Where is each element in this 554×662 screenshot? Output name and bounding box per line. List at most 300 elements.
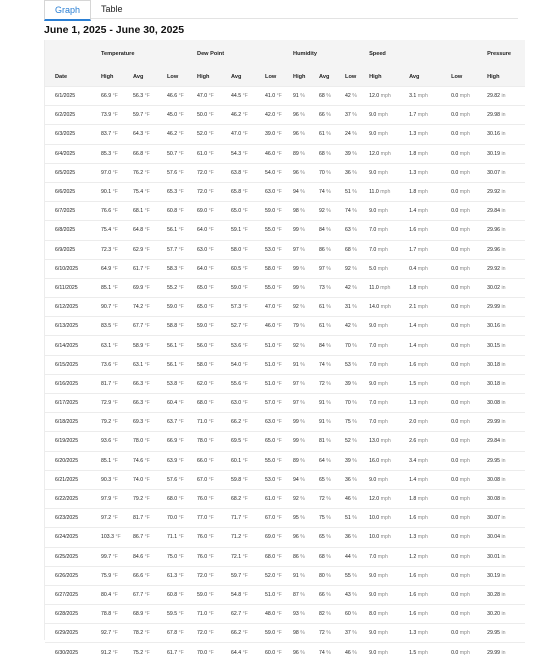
- column-header[interactable]: Avg: [319, 68, 345, 87]
- unit-text: %: [326, 380, 331, 387]
- column-header[interactable]: High: [487, 68, 525, 87]
- value-cell: [133, 182, 167, 201]
- value-cell: [293, 355, 319, 374]
- value-cell: [345, 125, 369, 144]
- value-cell: [197, 259, 231, 278]
- unit-text: °F: [276, 93, 282, 100]
- value-cell: [197, 585, 231, 604]
- value-cell: [345, 221, 369, 240]
- value-text: 39: [345, 457, 351, 464]
- value-text: 74: [319, 189, 325, 196]
- value-cell: [319, 144, 345, 163]
- value-text: 59.7: [133, 112, 144, 119]
- value-text: 75.0: [167, 553, 178, 560]
- value-text: 0.0: [451, 304, 459, 311]
- value-cell: [133, 202, 167, 221]
- unit-text: mph: [377, 591, 388, 598]
- value-cell: [265, 489, 293, 508]
- value-cell: [409, 355, 451, 374]
- value-text: 67.0: [265, 515, 276, 522]
- value-text: 68: [319, 150, 325, 157]
- unit-text: in: [501, 419, 506, 426]
- unit-text: in: [501, 169, 506, 176]
- unit-text: in: [501, 400, 506, 407]
- value-cell: [97, 624, 133, 643]
- value-cell: [345, 489, 369, 508]
- value-text: 78.0: [197, 438, 208, 445]
- unit-text: %: [300, 150, 305, 157]
- value-cell: [97, 643, 133, 662]
- unit-text: mph: [459, 534, 470, 541]
- unit-text: mph: [459, 553, 470, 560]
- value-text: 0.0: [451, 649, 459, 656]
- value-text: 14.0: [369, 304, 380, 311]
- unit-text: °F: [112, 189, 118, 196]
- value-cell: [319, 585, 345, 604]
- date-cell: 6/16/2025: [45, 374, 97, 393]
- value-cell: [487, 125, 525, 144]
- value-text: 12.0: [369, 496, 380, 503]
- value-cell: [197, 221, 231, 240]
- value-cell: [487, 451, 525, 470]
- column-header[interactable]: High: [97, 68, 133, 87]
- value-cell: [97, 547, 133, 566]
- date-cell: 6/23/2025: [45, 509, 97, 528]
- value-text: 77.0: [197, 515, 208, 522]
- unit-text: %: [300, 304, 305, 311]
- value-cell: [293, 336, 319, 355]
- value-text: 72: [319, 380, 325, 387]
- value-cell: [197, 125, 231, 144]
- value-text: 103.3: [101, 534, 114, 541]
- value-cell: [409, 528, 451, 547]
- value-text: 72.0: [197, 189, 208, 196]
- table-row: [45, 106, 525, 125]
- unit-text: mph: [417, 649, 428, 656]
- group-humidity: Humidity: [293, 40, 369, 68]
- unit-text: °F: [178, 246, 184, 253]
- unit-text: °F: [178, 496, 184, 503]
- value-text: 1.6: [409, 361, 417, 368]
- unit-text: °F: [208, 611, 214, 618]
- value-text: 45.0: [167, 112, 178, 119]
- value-cell: [133, 566, 167, 585]
- value-text: 0.0: [451, 419, 459, 426]
- value-cell: [293, 202, 319, 221]
- column-header-date[interactable]: Date: [45, 68, 97, 87]
- value-cell: [133, 240, 167, 259]
- value-text: 69.0: [265, 534, 276, 541]
- value-text: 0.4: [409, 265, 417, 272]
- value-text: 74: [319, 361, 325, 368]
- value-cell: [369, 125, 409, 144]
- value-text: 67.0: [197, 476, 208, 483]
- value-cell: [197, 451, 231, 470]
- unit-text: %: [326, 323, 331, 330]
- unit-text: %: [326, 227, 331, 234]
- unit-text: °F: [178, 323, 184, 330]
- value-text: 0.0: [451, 265, 459, 272]
- value-text: 71.0: [197, 419, 208, 426]
- value-text: 1.7: [409, 246, 417, 253]
- column-header[interactable]: Low: [167, 68, 197, 87]
- value-cell: [167, 566, 197, 585]
- value-text: 63.7: [167, 419, 178, 426]
- value-cell: [319, 374, 345, 393]
- unit-text: %: [352, 93, 357, 100]
- value-text: 64.0: [197, 265, 208, 272]
- value-cell: [197, 278, 231, 297]
- value-cell: [293, 278, 319, 297]
- date-cell: 6/2/2025: [45, 106, 97, 125]
- value-cell: [451, 144, 487, 163]
- unit-text: mph: [377, 572, 388, 579]
- column-header[interactable]: Low: [345, 68, 369, 87]
- unit-text: °F: [144, 611, 150, 618]
- value-text: 86: [319, 246, 325, 253]
- date-cell: 6/21/2025: [45, 470, 97, 489]
- unit-text: %: [326, 112, 331, 119]
- date-cell: 6/17/2025: [45, 394, 97, 413]
- value-cell: [319, 432, 345, 451]
- value-cell: [231, 470, 265, 489]
- value-cell: [293, 106, 319, 125]
- value-text: 61: [319, 131, 325, 138]
- value-text: 63.9: [167, 457, 178, 464]
- column-header[interactable]: High: [197, 68, 231, 87]
- value-text: 43: [345, 591, 351, 598]
- value-cell: [265, 528, 293, 547]
- unit-text: %: [352, 400, 357, 407]
- unit-text: °F: [144, 515, 150, 522]
- value-cell: [345, 298, 369, 317]
- value-text: 47.0: [197, 93, 208, 100]
- value-cell: [409, 87, 451, 106]
- unit-text: °F: [276, 284, 282, 291]
- value-text: 87: [293, 591, 299, 598]
- value-text: 0.0: [451, 284, 459, 291]
- value-text: 68.1: [133, 208, 144, 215]
- value-cell: [133, 106, 167, 125]
- column-header[interactable]: High: [369, 68, 409, 87]
- value-text: 42: [345, 284, 351, 291]
- tab-table[interactable]: Table: [101, 4, 123, 14]
- value-cell: [451, 221, 487, 240]
- value-text: 63.1: [133, 361, 144, 368]
- value-text: 93.6: [101, 438, 112, 445]
- value-text: 29.95: [487, 457, 501, 464]
- column-header[interactable]: Avg: [133, 68, 167, 87]
- value-text: 0.0: [451, 630, 459, 637]
- value-text: 72.1: [231, 553, 242, 560]
- unit-text: °F: [178, 457, 184, 464]
- unit-text: in: [501, 457, 506, 464]
- value-cell: [167, 87, 197, 106]
- value-cell: [369, 87, 409, 106]
- unit-text: %: [326, 169, 331, 176]
- value-cell: [293, 432, 319, 451]
- value-cell: [265, 317, 293, 336]
- unit-text: °F: [208, 169, 214, 176]
- value-cell: [451, 585, 487, 604]
- tab-graph[interactable]: Graph: [44, 0, 91, 21]
- value-text: 29.84: [487, 438, 501, 445]
- unit-text: mph: [377, 265, 388, 272]
- unit-text: °F: [178, 649, 184, 656]
- value-cell: [265, 336, 293, 355]
- value-text: 0.0: [451, 131, 459, 138]
- value-cell: [487, 202, 525, 221]
- value-cell: [487, 643, 525, 662]
- value-cell: [133, 470, 167, 489]
- unit-text: °F: [208, 246, 214, 253]
- view-tabs: [44, 0, 518, 19]
- value-cell: [265, 547, 293, 566]
- value-text: 68.2: [231, 496, 242, 503]
- value-text: 68.0: [197, 400, 208, 407]
- unit-text: °F: [276, 342, 282, 349]
- value-text: 72.0: [197, 169, 208, 176]
- value-cell: [231, 624, 265, 643]
- value-text: 1.3: [409, 400, 417, 407]
- value-cell: [265, 624, 293, 643]
- table-row: [45, 317, 525, 336]
- value-cell: [319, 394, 345, 413]
- unit-text: °F: [178, 284, 184, 291]
- value-cell: [369, 163, 409, 182]
- value-cell: [487, 144, 525, 163]
- value-cell: [97, 528, 133, 547]
- value-text: 69.9: [133, 284, 144, 291]
- value-cell: [231, 163, 265, 182]
- value-text: 69.0: [197, 208, 208, 215]
- unit-text: in: [501, 438, 506, 445]
- unit-text: %: [326, 572, 331, 579]
- unit-text: °F: [242, 553, 248, 560]
- unit-text: °F: [208, 515, 214, 522]
- column-header[interactable]: High: [293, 68, 319, 87]
- unit-text: mph: [417, 630, 428, 637]
- unit-text: °F: [144, 361, 150, 368]
- value-text: 57.3: [231, 304, 242, 311]
- value-cell: [197, 624, 231, 643]
- value-text: 84: [319, 227, 325, 234]
- value-cell: [293, 413, 319, 432]
- value-text: 60.5: [231, 265, 242, 272]
- value-cell: [97, 259, 133, 278]
- history-table-container[interactable]: [44, 40, 519, 656]
- unit-text: °F: [112, 572, 118, 579]
- value-cell: [319, 278, 345, 297]
- value-text: 0.0: [451, 534, 459, 541]
- value-cell: [409, 125, 451, 144]
- unit-text: mph: [380, 457, 391, 464]
- unit-text: mph: [459, 93, 470, 100]
- table-row: [45, 163, 525, 182]
- unit-text: mph: [417, 150, 428, 157]
- value-text: 56.0: [197, 342, 208, 349]
- unit-text: %: [300, 265, 305, 272]
- column-header[interactable]: Low: [265, 68, 293, 87]
- value-cell: [133, 125, 167, 144]
- value-text: 46.0: [265, 323, 276, 330]
- value-cell: [167, 106, 197, 125]
- value-text: 46: [345, 496, 351, 503]
- value-text: 53.6: [231, 342, 242, 349]
- column-header[interactable]: Low: [451, 68, 487, 87]
- unit-text: %: [326, 93, 331, 100]
- value-cell: [369, 336, 409, 355]
- value-text: 64.9: [101, 265, 112, 272]
- unit-text: °F: [242, 131, 248, 138]
- value-text: 58.8: [167, 323, 178, 330]
- value-text: 36: [345, 169, 351, 176]
- value-text: 78.2: [133, 630, 144, 637]
- value-cell: [369, 643, 409, 662]
- unit-text: %: [326, 361, 331, 368]
- value-text: 72.0: [197, 572, 208, 579]
- value-cell: [167, 547, 197, 566]
- value-cell: [345, 605, 369, 624]
- value-cell: [409, 317, 451, 336]
- value-text: 30.19: [487, 572, 501, 579]
- value-text: 80: [319, 572, 325, 579]
- unit-text: °F: [144, 112, 150, 119]
- value-text: 7.0: [369, 227, 377, 234]
- value-text: 83.5: [101, 323, 112, 330]
- date-cell: 6/19/2025: [45, 432, 97, 451]
- value-text: 7.0: [369, 400, 377, 407]
- column-header[interactable]: Avg: [409, 68, 451, 87]
- value-cell: [231, 317, 265, 336]
- value-cell: [167, 374, 197, 393]
- unit-text: °F: [112, 400, 118, 407]
- value-text: 1.6: [409, 515, 417, 522]
- value-text: 61.7: [167, 649, 178, 656]
- unit-text: %: [352, 361, 357, 368]
- value-text: 55.0: [265, 457, 276, 464]
- unit-text: °F: [276, 553, 282, 560]
- unit-text: in: [501, 93, 506, 100]
- value-cell: [231, 489, 265, 508]
- unit-text: °F: [144, 419, 150, 426]
- value-cell: [451, 336, 487, 355]
- value-cell: [451, 355, 487, 374]
- value-text: 92: [345, 265, 351, 272]
- value-cell: [265, 566, 293, 585]
- value-text: 73: [319, 284, 325, 291]
- value-cell: [369, 489, 409, 508]
- value-cell: [345, 317, 369, 336]
- value-cell: [231, 144, 265, 163]
- value-cell: [97, 489, 133, 508]
- unit-text: °F: [242, 112, 248, 119]
- value-text: 50.7: [167, 150, 178, 157]
- value-text: 52.0: [265, 572, 276, 579]
- value-text: 66: [319, 591, 325, 598]
- date-cell: 6/25/2025: [45, 547, 97, 566]
- value-text: 63.1: [101, 342, 112, 349]
- unit-text: °F: [208, 630, 214, 637]
- unit-text: in: [501, 553, 506, 560]
- value-cell: [369, 624, 409, 643]
- table-row: [45, 182, 525, 201]
- unit-text: °F: [112, 112, 118, 119]
- value-cell: [167, 643, 197, 662]
- unit-text: °F: [208, 342, 214, 349]
- value-text: 73.9: [101, 112, 112, 119]
- unit-text: %: [326, 457, 331, 464]
- unit-text: mph: [377, 246, 388, 253]
- table-row: [45, 451, 525, 470]
- unit-text: °F: [242, 572, 248, 579]
- unit-text: °F: [242, 630, 248, 637]
- unit-text: °F: [276, 438, 282, 445]
- value-cell: [487, 317, 525, 336]
- value-cell: [231, 182, 265, 201]
- value-text: 37: [345, 112, 351, 119]
- value-text: 93: [293, 611, 299, 618]
- value-cell: [345, 202, 369, 221]
- value-cell: [167, 240, 197, 259]
- value-cell: [369, 317, 409, 336]
- value-text: 30.02: [487, 284, 501, 291]
- column-header[interactable]: Avg: [231, 68, 265, 87]
- unit-text: °F: [276, 476, 282, 483]
- value-cell: [133, 278, 167, 297]
- date-cell: 6/30/2025: [45, 643, 97, 662]
- unit-text: %: [300, 630, 305, 637]
- value-text: 67.8: [167, 630, 178, 637]
- value-cell: [265, 125, 293, 144]
- value-text: 54.0: [231, 361, 242, 368]
- unit-text: °F: [208, 323, 214, 330]
- value-cell: [451, 432, 487, 451]
- unit-text: mph: [417, 515, 428, 522]
- unit-text: °F: [208, 496, 214, 503]
- value-cell: [345, 624, 369, 643]
- value-text: 59.0: [167, 304, 178, 311]
- value-text: 0.0: [451, 342, 459, 349]
- unit-text: mph: [417, 438, 428, 445]
- unit-text: %: [300, 572, 305, 579]
- unit-text: %: [352, 169, 357, 176]
- value-text: 61.0: [265, 496, 276, 503]
- unit-text: mph: [417, 246, 428, 253]
- unit-text: %: [300, 284, 305, 291]
- value-text: 0.0: [451, 208, 459, 215]
- value-cell: [451, 163, 487, 182]
- unit-text: mph: [377, 630, 388, 637]
- unit-text: °F: [208, 112, 214, 119]
- value-cell: [345, 451, 369, 470]
- value-text: 9.0: [369, 131, 377, 138]
- value-text: 29.98: [487, 112, 501, 119]
- unit-text: °F: [276, 265, 282, 272]
- unit-text: mph: [459, 419, 470, 426]
- unit-text: mph: [417, 208, 428, 215]
- unit-text: °F: [208, 553, 214, 560]
- unit-text: in: [501, 342, 506, 349]
- value-cell: [133, 87, 167, 106]
- value-cell: [231, 605, 265, 624]
- value-text: 58.9: [133, 342, 144, 349]
- unit-text: °F: [178, 591, 184, 598]
- unit-text: °F: [112, 457, 118, 464]
- unit-text: %: [300, 93, 305, 100]
- unit-text: °F: [242, 189, 248, 196]
- value-cell: [97, 298, 133, 317]
